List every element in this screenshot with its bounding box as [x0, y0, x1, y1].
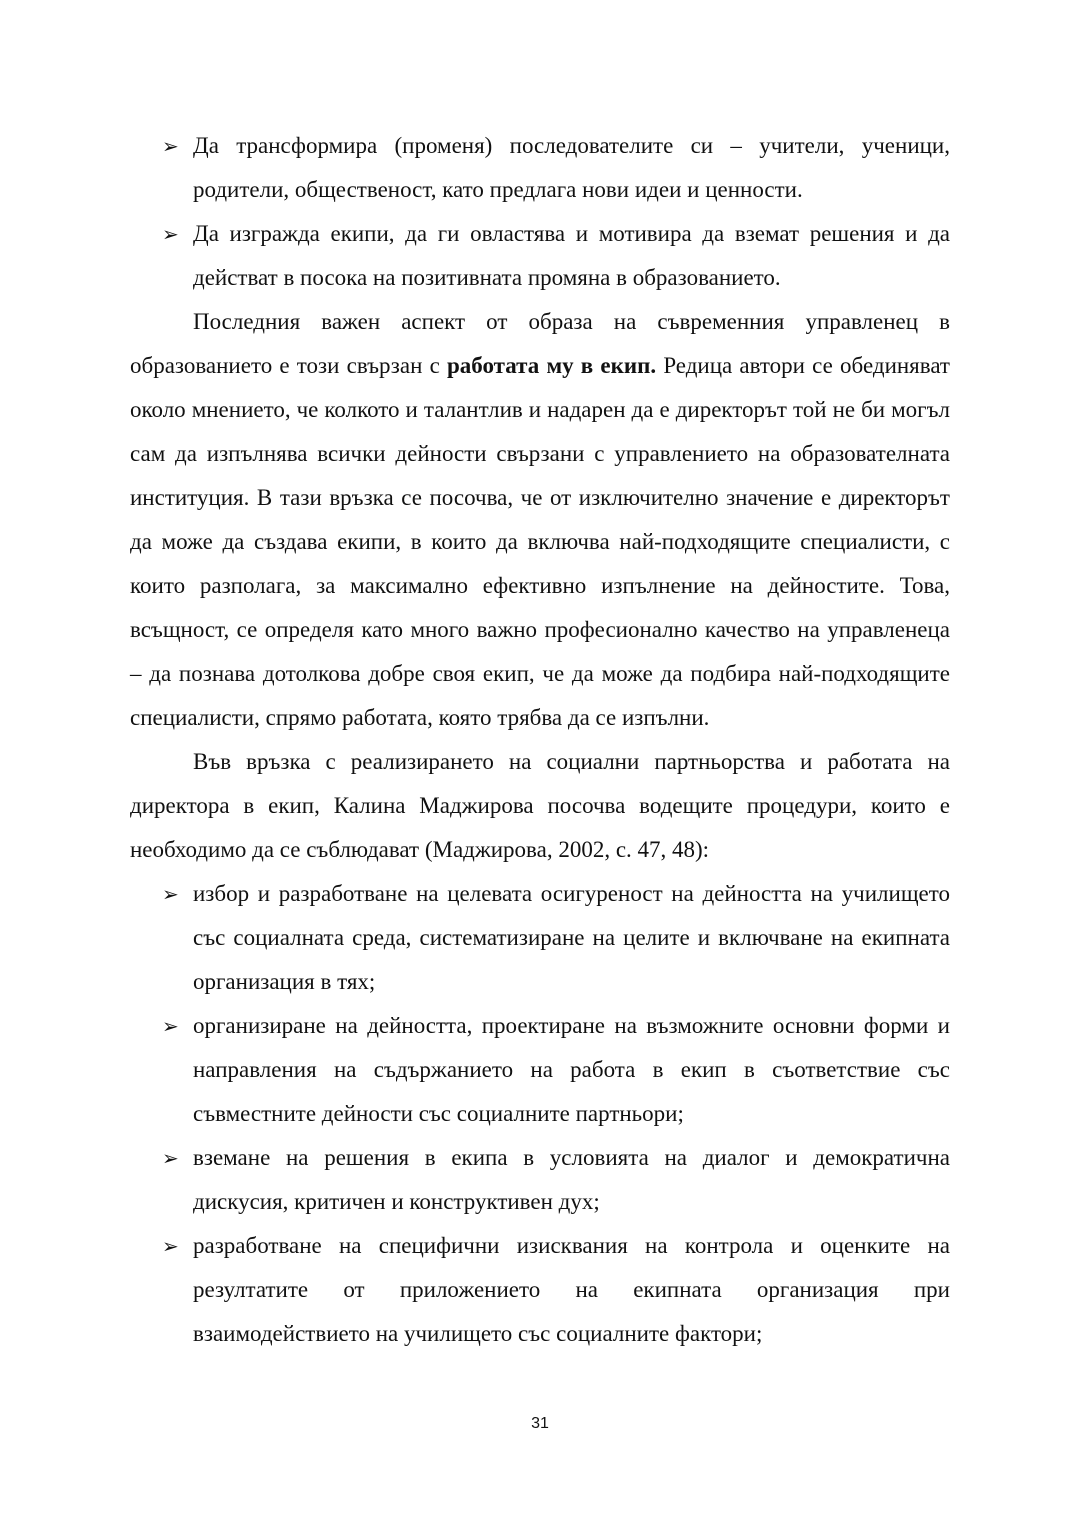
arrow-bullet-icon: ➢	[162, 1146, 179, 1170]
arrow-bullet-icon: ➢	[162, 1014, 179, 1038]
arrow-bullet-icon: ➢	[162, 134, 179, 158]
paragraph-text: Във връзка с реализирането на социални партньорства и работата на директора в екип, Калина Маджирова посочва водещите процедури, които е необходимо да се съблюдават (Маджирова, 2002, с. 47, 48):	[130, 749, 950, 862]
list-item	[130, 212, 950, 300]
list-item	[130, 1136, 950, 1224]
paragraph-partnerships	[130, 740, 950, 872]
list-item	[130, 1224, 950, 1356]
paragraph-text: Последния важен аспект от образа на съвременния управленец в образованието е този свързан с	[130, 309, 950, 378]
list-item	[130, 872, 950, 1004]
bold-phrase: работата му в екип.	[447, 353, 657, 378]
paragraph-text: Редица автори се обединяват около мнението, че колкото и талантлив и надарен да е директорът той не би могъл сам да изпълнява всички дейности свързани с управлението на образователната институция. В тази връзка се посочва, че от изключително значение е директорът да може да създава екипи, в които да включва най-подходящите специалисти, с които разполага, за максимално ефективно изпълнение на дейностите. Това, всъщност, се определя като много важно професионално качество на управленеца – да познава дотолкова добре своя екип, че да може да подбира най-подходящите специалисти, спрямо работата, която трябва да се изпълни.	[130, 353, 950, 730]
arrow-bullet-icon: ➢	[162, 882, 179, 906]
page-content	[130, 124, 950, 1356]
list-item	[130, 124, 950, 212]
page-number: 31	[531, 1415, 549, 1432]
arrow-bullet-icon: ➢	[162, 222, 179, 246]
list-item-text: Да трансформира (променя) последователите си – учители, ученици, родители, общественост, като предлага нови идеи и ценности.	[193, 133, 950, 202]
list-item-text: организиране на дейността, проектиране на възможните основни форми и направления на съдържанието на работа в екип в съответствие със съвместните дейности със социалните партньори;	[193, 1013, 950, 1126]
list-item-text: Да изгражда екипи, да ги овластява и мотивира да вземат решения и да действат в посока на позитивната промяна в образованието.	[193, 221, 950, 290]
list-item-text: вземане на решения в екипа в условията на диалог и демократична дискусия, критичен и конструктивен дух;	[193, 1145, 950, 1214]
paragraph-teamwork	[130, 300, 950, 740]
list-item-text: разработване на специфични изисквания на контрола и оценките на резултатите от приложението на екипната организация при взаимодействието на училището със социалните фактори;	[193, 1233, 950, 1346]
list-item	[130, 1004, 950, 1136]
list-item-text: избор и разработване на целевата осигуреност на дейността на училището със социалната среда, систематизиране на целите и включване на екипната организация в тях;	[193, 881, 950, 994]
arrow-bullet-icon: ➢	[162, 1234, 179, 1258]
